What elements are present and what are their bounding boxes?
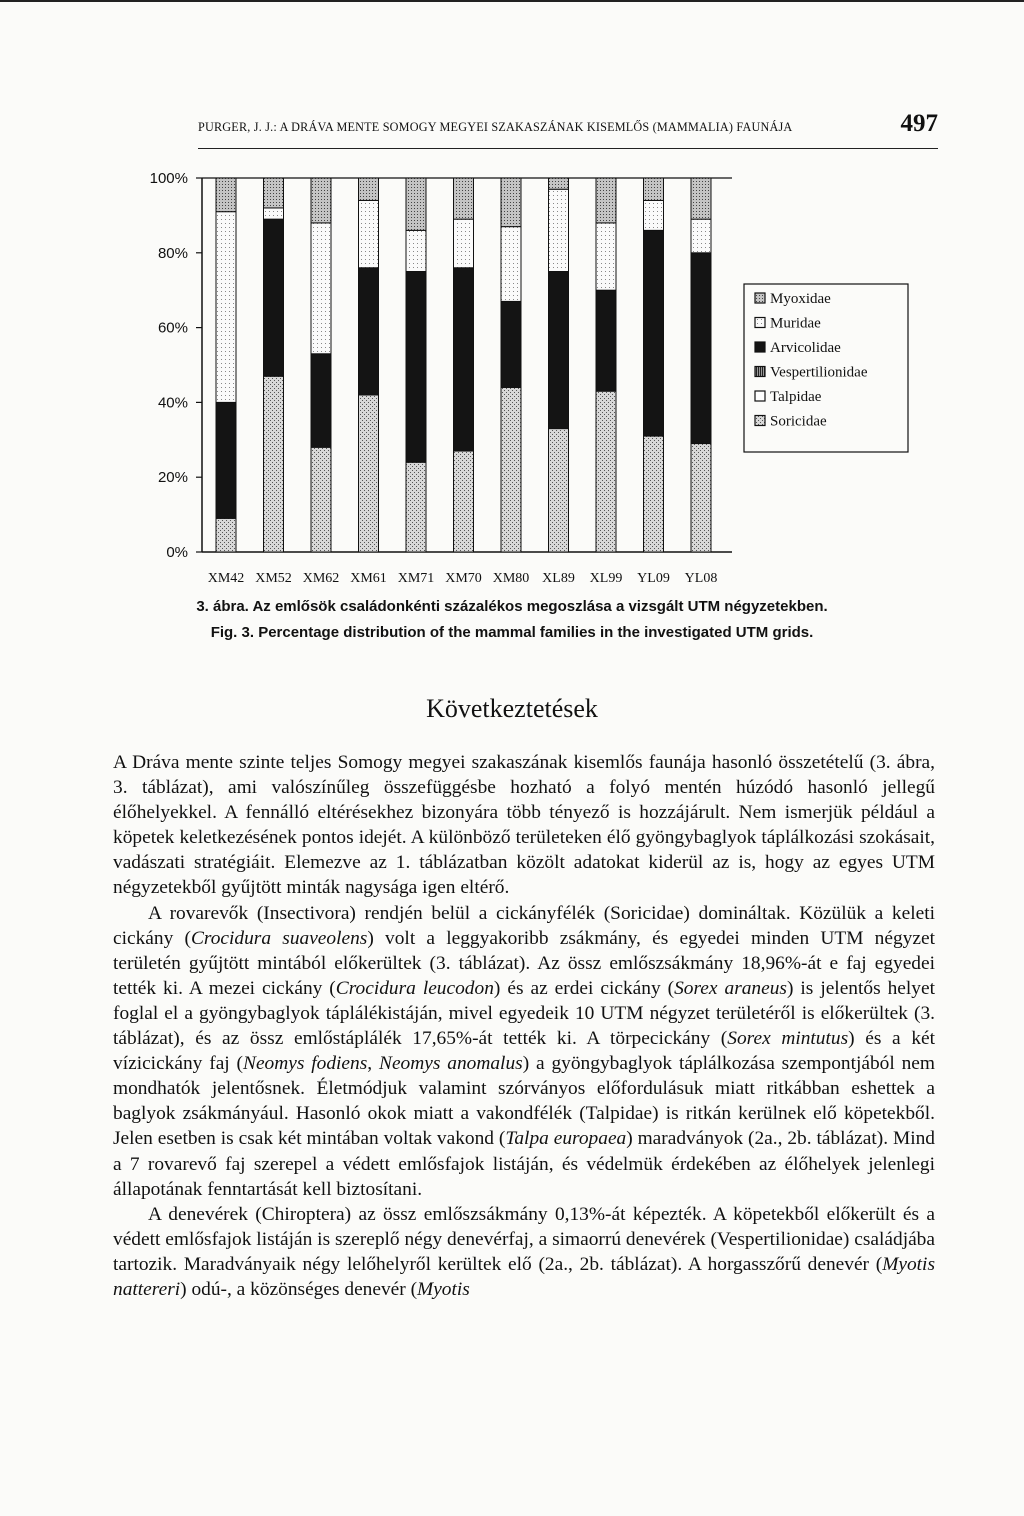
bar-segment-muridae	[216, 212, 236, 403]
bar-segment-muridae	[691, 219, 711, 253]
species-name: Crocidura leucodon	[335, 977, 494, 999]
y-tick-label: 60%	[157, 319, 188, 337]
header-rule	[198, 148, 938, 149]
legend-swatch	[755, 367, 765, 377]
figure-caption-english: Fig. 3. Percentage distribution of the mammal families in the investigated UTM grids.	[210, 624, 814, 641]
x-tick-label: YL08	[684, 571, 718, 586]
bar-segment-arvicolidae	[216, 402, 236, 518]
bar-segment-soricidae	[691, 444, 711, 552]
species-name: Myotis nattereri	[113, 1253, 935, 1300]
legend-swatch	[755, 391, 765, 401]
x-tick-label: XL89	[542, 571, 575, 586]
species-name: Crocidura suaveolens	[190, 927, 368, 949]
bar-segment-soricidae	[311, 447, 331, 552]
x-tick-label: XM70	[445, 571, 482, 586]
species-name: Sorex araneus	[674, 977, 787, 999]
legend-entry: Muridae	[770, 315, 821, 332]
x-tick-label: XM62	[302, 571, 340, 586]
legend	[744, 284, 908, 452]
bar-segment-soricidae	[359, 395, 379, 552]
bar-segment-muridae	[311, 223, 331, 354]
bar-segment-arvicolidae	[264, 219, 284, 376]
bar-segment-muridae	[264, 208, 284, 219]
page-header	[198, 110, 938, 156]
bar-segment-soricidae	[216, 518, 236, 552]
x-tick-label: XM42	[207, 571, 245, 586]
running-head: PURGER, J. J.: A DRÁVA MENTE SOMOGY MEGYEI SZAKASZÁNAK KISEMLŐS (MAMMALIA) FAUNÁJA	[198, 120, 793, 134]
y-tick-label: 0%	[166, 544, 188, 561]
x-tick-label: YL09	[637, 571, 670, 586]
legend-swatch	[755, 416, 765, 426]
text-run: ) odú-, a közönséges denevér (	[180, 1278, 418, 1300]
paragraph-2	[113, 901, 935, 1202]
bar-segment-myoxidae	[359, 178, 379, 200]
species-name: Sorex mintutus	[727, 1028, 849, 1050]
x-tick-label: XM61	[350, 571, 387, 586]
x-tick-label: XM80	[492, 571, 530, 586]
bars-group	[216, 178, 711, 552]
bar-segment-soricidae	[406, 462, 426, 552]
bar-segment-myoxidae	[216, 178, 236, 212]
x-axis-labels	[208, 571, 718, 586]
legend-swatch	[755, 293, 765, 303]
x-tick-label: XL99	[589, 571, 623, 586]
bar-segment-arvicolidae	[359, 268, 379, 395]
species-name: Neomys anomalus	[379, 1053, 523, 1075]
bar-segment-myoxidae	[406, 178, 426, 230]
bar-segment-muridae	[406, 230, 426, 271]
bar-segment-soricidae	[501, 387, 521, 552]
bar-segment-muridae	[359, 200, 379, 267]
bar-segment-soricidae	[596, 391, 616, 552]
legend-swatch	[755, 342, 765, 352]
bar-segment-muridae	[596, 223, 616, 290]
text-run: ,	[367, 1053, 380, 1075]
text-run: A rovarevők (Insectivora) rendjén belül a cickányfélék (Soricidae) domináltak. Közülük a keleti cickány (	[113, 902, 935, 949]
bar-segment-muridae	[549, 189, 569, 271]
bar-segment-myoxidae	[549, 178, 569, 189]
bar-segment-arvicolidae	[501, 301, 521, 387]
y-tick-label: 40%	[157, 394, 188, 412]
bar-segment-myoxidae	[691, 178, 711, 219]
y-tick-label: 20%	[157, 469, 188, 487]
section-title: Következtetések	[426, 694, 598, 723]
bar-segment-myoxidae	[311, 178, 331, 223]
bar-segment-myoxidae	[501, 178, 521, 227]
top-border-line	[0, 0, 1024, 2]
y-tick-label: 100%	[149, 170, 188, 187]
paragraph-1: A Dráva mente szinte teljes Somogy megyei szakaszának kisemlős faunája hasonló összetételű (3. ábra, 3. táblázat), ami valószínűleg összefüggésbe hozható a folyó mentén húzódó hasonló jellegű élőhelyekkel. A fennálló eltérésekhez bizonyára több tényező is hozzájárult. Nem ismerjük például a köpetek keletkezésének pontos idejét. A különböző területeken élő gyöngybaglyok táplálkozási szokásait, vadászati stratégiáit. Elemezve az 1. táblázatban közölt adatokat kiderül az is, hogy az egyes UTM négyzetekből gyűjtött minták nagysága igen eltérő.	[113, 752, 935, 899]
stacked-bar-chart	[120, 166, 920, 591]
text-run: A denevérek (Chiroptera) az össz emlőszsákmány 0,13%-át képezték. A köpetekből előkerült és a védett emlősfajok listáján is szereplő négy denevérfaj, a simaorrú denevérek (Vespertilionidae) családjába tartozik. Maradványaik négy lelőhelyről kerültek elő (2a., 2b. táblázat). A horgasszőrű denevér (	[113, 1203, 935, 1275]
legend-entry: Arvicolidae	[770, 340, 841, 356]
bar-segment-arvicolidae	[691, 253, 711, 444]
bar-segment-myoxidae	[644, 178, 664, 200]
bar-segment-arvicolidae	[596, 290, 616, 391]
bar-segment-arvicolidae	[406, 272, 426, 463]
page-number: 497	[900, 110, 938, 137]
bar-segment-muridae	[501, 227, 521, 302]
bar-segment-muridae	[454, 219, 474, 268]
bar-segment-soricidae	[644, 436, 664, 552]
paragraph-3	[113, 1202, 935, 1302]
text-run: ) maradványok (2a., 2b. táblázat). Mind a 7 rovarevő faj szerepel a védett emlősfajok listáján, és védelmük érdekében az élőhelyek jelenlegi állapotának fenntartását kell biztosítani.	[113, 1128, 935, 1200]
text-run: ) és a két vízicickány faj (	[113, 1028, 936, 1075]
legend-entry: Vespertilionidae	[770, 364, 868, 381]
text-run: ) volt a leggyakoribb zsákmány, és egyedei minden UTM négyzet területén gyűjtött mintából előkerültek (3. táblázat). Az össz emlőszsákmány 18,96%-át e faj egyedei tették ki. A mezei cickány (	[113, 927, 935, 999]
bar-segment-arvicolidae	[311, 354, 331, 448]
x-tick-label: XM52	[255, 571, 292, 586]
legend-entry: Talpidae	[770, 389, 822, 405]
bar-segment-soricidae	[454, 451, 474, 552]
figure-caption-hungarian: 3. ábra. Az emlősök családonkénti százalékos megoszlása a vizsgált UTM négyzetekben.	[196, 598, 828, 615]
text-run: ) is jelentős helyet foglal el a gyöngybaglyok táplálékistáján, mivel egyedeik 10 UTM négyzet területéről is előkerültek (3. táblázat), és az össz emlőstáplálék 17,65%-át tették ki. A törpecickány (	[113, 977, 935, 1050]
species-name: Neomys fodiens	[243, 1053, 368, 1075]
bar-segment-arvicolidae	[549, 272, 569, 429]
species-name: Myotis	[417, 1278, 470, 1300]
legend-swatch	[755, 318, 765, 328]
bar-segment-myoxidae	[454, 178, 474, 219]
y-tick-label: 80%	[157, 244, 188, 262]
legend-entry: Myoxidae	[770, 291, 831, 307]
bar-segment-myoxidae	[264, 178, 284, 208]
body-text	[113, 750, 935, 1302]
text-run: ) a gyöngybaglyok táplálkozása szempontjából nem mondhatók jelentősnek. Életmódjuk valamint szórványos előfordulásuk miatt ritkábban eshettek a baglyok zsákmányául. Hasonló okok miatt a vakondfélék (Talpidae) is ritkán kerülnek elő köpetekből. Jelen esetben is csak két mintában voltak vakond (	[113, 1053, 935, 1150]
bar-segment-arvicolidae	[644, 230, 664, 436]
bar-segment-arvicolidae	[454, 268, 474, 451]
x-tick-label: XM71	[397, 571, 435, 586]
bar-segment-myoxidae	[596, 178, 616, 223]
bar-segment-soricidae	[264, 376, 284, 552]
species-name: Talpa europaea	[505, 1128, 627, 1150]
bar-segment-muridae	[644, 200, 664, 230]
text-run: ) és az erdei cickány (	[493, 977, 675, 999]
legend-entry: Soricidae	[770, 413, 827, 430]
bar-segment-soricidae	[549, 429, 569, 552]
